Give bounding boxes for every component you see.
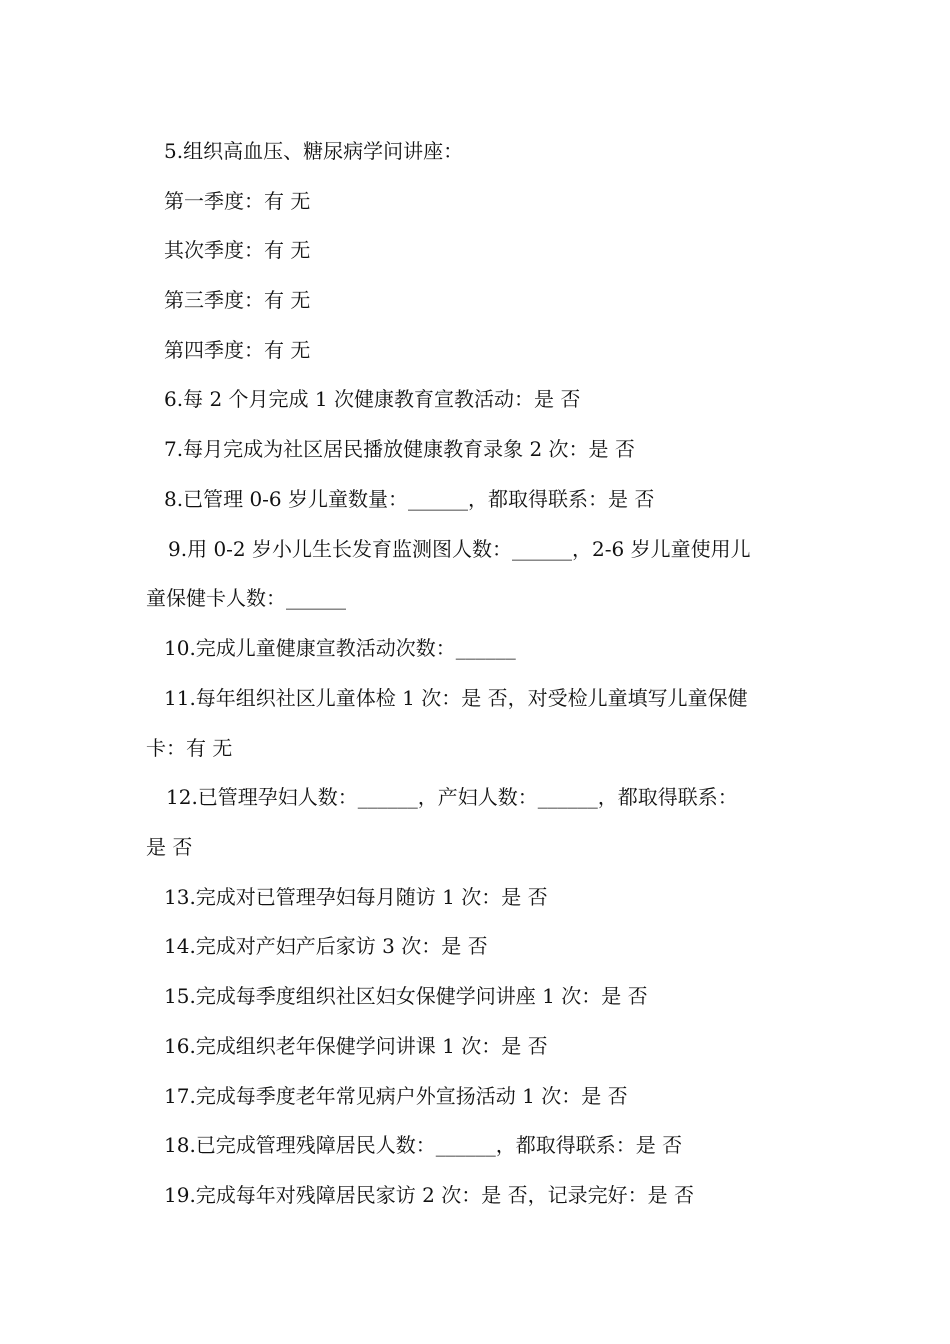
item-11-line-2: 卡：有 无 [146,736,233,760]
item-18: 18.已完成管理残障居民人数：______，都取得联系：是 否 [164,1133,683,1157]
item-9-line-2: 童保健卡人数：______ [146,586,346,610]
item-7: 7.每月完成为社区居民播放健康教育录象 2 次：是 否 [164,437,635,461]
item-12-line-1: 12.已管理孕妇人数：______，产妇人数：______，都取得联系： [166,785,738,809]
item-9-line-1: 9.用 0-2 岁小儿生长发育监测图人数：______，2-6 岁儿童使用儿 [168,537,751,561]
item-5-q3: 第三季度：有 无 [164,288,311,312]
item-10: 10.完成儿童健康宣教活动次数：______ [164,636,516,660]
item-5-q1: 第一季度：有 无 [164,189,311,213]
item-5-q2: 其次季度：有 无 [164,238,311,262]
item-19: 19.完成每年对残障居民家访 2 次：是 否，记录完好：是 否 [164,1183,694,1207]
item-8: 8.已管理 0-6 岁儿童数量：______，都取得联系：是 否 [164,487,655,511]
item-13: 13.完成对已管理孕妇每月随访 1 次：是 否 [164,885,548,909]
item-15: 15.完成每季度组织社区妇女保健学问讲座 1 次：是 否 [164,984,648,1008]
item-5-heading: 5.组织高血压、糖尿病学问讲座： [164,139,464,163]
item-11-line-1: 11.每年组织社区儿童体检 1 次：是 否，对受检儿童填写儿童保健 [164,686,748,710]
item-6: 6.每 2 个月完成 1 次健康教育宣教活动：是 否 [164,387,581,411]
item-17: 17.完成每季度老年常见病户外宣扬活动 1 次：是 否 [164,1084,628,1108]
item-12-line-2: 是 否 [146,835,193,859]
item-16: 16.完成组织老年保健学问讲课 1 次：是 否 [164,1034,548,1058]
item-14: 14.完成对产妇产后家访 3 次：是 否 [164,934,488,958]
item-5-q4: 第四季度：有 无 [164,338,311,362]
